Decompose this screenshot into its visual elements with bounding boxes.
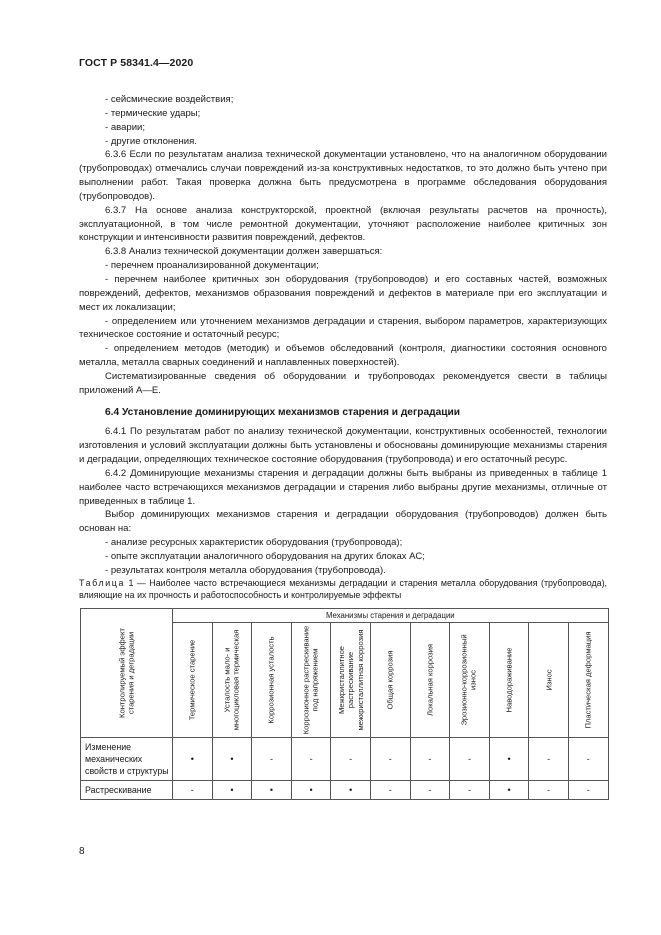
list-item: - другие отклонения. [105, 135, 197, 147]
column-header: Износ [543, 669, 553, 691]
list-item: - перечнем наиболее критичных зон оборудования (трубопроводов) и его составных частей, возможных повреждений, дефектов, механизмов образования повреждений и дефектов в материале при его эксплуатации и мест их локализации; [79, 273, 607, 313]
document-header: ГОСТ Р 58341.4—2020 [79, 57, 194, 69]
table-cell: - [173, 781, 213, 800]
table-cell: - [370, 738, 410, 781]
column-header: Термическое старение [187, 639, 197, 721]
table-cell: • [173, 738, 213, 781]
table-caption [79, 577, 607, 601]
list-item: - определением методов (методик) и объемов обследований (контроля, диагностики состояния основного металла, металла сварных соединений и наплавленных поверхностей). [79, 343, 607, 369]
corner-header: Контролируемый эффект старения и деградации [117, 628, 136, 718]
section-6-4-heading: 6.4 Установление доминирующих механизмов старения и деградации [105, 406, 461, 418]
list-item: - аварии; [105, 121, 146, 133]
column-header-cell [489, 623, 529, 738]
column-header: Эрозионно-коррозионный износ [460, 634, 479, 726]
list-item: - результатах контроля металла оборудования (трубопровода). [105, 564, 386, 576]
paragraph-6-3-6: 6.3.6 Если по результатам анализа технической документации установлено, что на аналогичном оборудовании (трубопроводах) отмечались случаи повреждений из-за конструктивных недостатков, то это должно быть учтено при выполнении работ. Такая проверка должна быть предусмотрена в программе обследования оборудования (трубопроводов). [79, 149, 607, 202]
column-header: Пластическая деформация [583, 631, 593, 729]
table-cell: - [410, 781, 450, 800]
table-caption-label: Таблица [79, 578, 125, 588]
table-cell: • [489, 738, 529, 781]
table-cell: - [450, 738, 490, 781]
list-item: - опыте эксплуатации аналогичного оборудования на других блоках АС; [105, 551, 425, 562]
corner-header-cell [81, 609, 173, 738]
table-cell: - [529, 781, 569, 800]
paragraph-6-4-1: 6.4.1 По результатам работ по анализу технической документации, конструктивных особенностей, технологии изготовления и условий эксплуатации должны быть установлены и обоснованы доминирующие механизмы старения и деградации, определяющих техническое состояние оборудования (трубопровода) и его остаточный ресурс. [79, 426, 607, 466]
column-header-cell [212, 623, 252, 738]
table-cell: • [291, 781, 331, 800]
table-row [81, 781, 609, 800]
paragraph-6-4-2: 6.4.2 Доминирующие механизмы старения и деградации должны быть выбраны из приведенных в таблице 1 наиболее часто встречающихся механизмов деградации и старения либо выбраны другие механизмы, отличные от приведенных в таблице 1. [79, 467, 607, 507]
table-cell: - [450, 781, 490, 800]
page-number: 8 [79, 846, 85, 857]
column-header-cell [291, 623, 331, 738]
table-cell: - [529, 738, 569, 781]
column-header-cell [529, 623, 569, 738]
table-cell: - [568, 738, 608, 781]
column-header: Наводораживание [504, 647, 514, 713]
row-label: Изменение механических свойств и структуры [81, 738, 173, 781]
list-item: - анализе ресурсных характеристик оборудования (трубопровода); [105, 537, 403, 549]
column-header-cell [331, 623, 371, 738]
column-header-cell [370, 623, 410, 738]
list-item: - определением или уточнением механизмов деградации и старения, выбором параметров, характеризующих техническое состояние и остаточный ресурс; [79, 315, 607, 341]
table-cell: - [410, 738, 450, 781]
row-label: Растрескивание [81, 781, 173, 800]
list-item: - сейсмические воздействия; [105, 94, 234, 105]
table-cell: • [212, 738, 252, 781]
column-header-cell [568, 623, 608, 738]
paragraph-6-3-7: 6.3.7 На основе анализа конструкторской, проектной (включая результаты расчетов на прочность), эксплуатационной, в том числе ремонтной документации, уточняют расположение наиболее критичных зон конструкции и интенсивности развития повреждений, дефектов. [79, 204, 607, 244]
column-header: Усталость мало- и многоцикловая термическая [222, 629, 241, 731]
column-header: Коррозионная усталость [266, 636, 276, 724]
document-body [79, 93, 607, 578]
table-cell: - [291, 738, 331, 781]
mechanisms-table [80, 608, 609, 800]
column-header-cell [252, 623, 292, 738]
table-cell: • [489, 781, 529, 800]
table-cell: - [252, 738, 292, 781]
mechanisms-group-header: Механизмы старения и деградации [173, 609, 609, 623]
table-cell: • [252, 781, 292, 800]
table-cell: • [331, 781, 371, 800]
column-header: Межкристаллитное растрескивание межкристаллитная коррозия [336, 629, 365, 731]
paragraph-choice: Выбор доминирующих механизмов старения и деградации оборудования (трубопроводов) должен быть основан на: [79, 509, 607, 535]
paragraph-systematized: Систематизированные сведения об оборудовании и трубопроводах рекомендуется свести в таблицы приложений А—Е. [79, 370, 607, 396]
table-cell: - [331, 738, 371, 781]
column-header-cell [450, 623, 490, 738]
list-item: - термические удары; [105, 107, 201, 119]
table-cell: - [568, 781, 608, 800]
table-body [81, 738, 609, 800]
list-item: - перечнем проанализированной документации; [105, 260, 319, 272]
table-cell: • [212, 781, 252, 800]
column-header-cell [410, 623, 450, 738]
table-caption-number: 1 [128, 578, 134, 588]
table-cell: - [370, 781, 410, 800]
column-header: Коррозионное растрескивание под напряжением [301, 625, 321, 735]
column-header-cell [173, 623, 213, 738]
table-caption-text: — Наиболее часто встречающиеся механизмы деградации и старения металла оборудования (трубопровода), влияющие на их прочность и работоспособность и контролируемые эффекты [79, 578, 608, 601]
column-header: Локальная коррозия [425, 644, 435, 716]
paragraph-6-3-8: 6.3.8 Анализ технической документации должен завершаться: [105, 246, 383, 258]
table-row [81, 738, 609, 781]
column-header: Общая коррозия [385, 650, 395, 710]
